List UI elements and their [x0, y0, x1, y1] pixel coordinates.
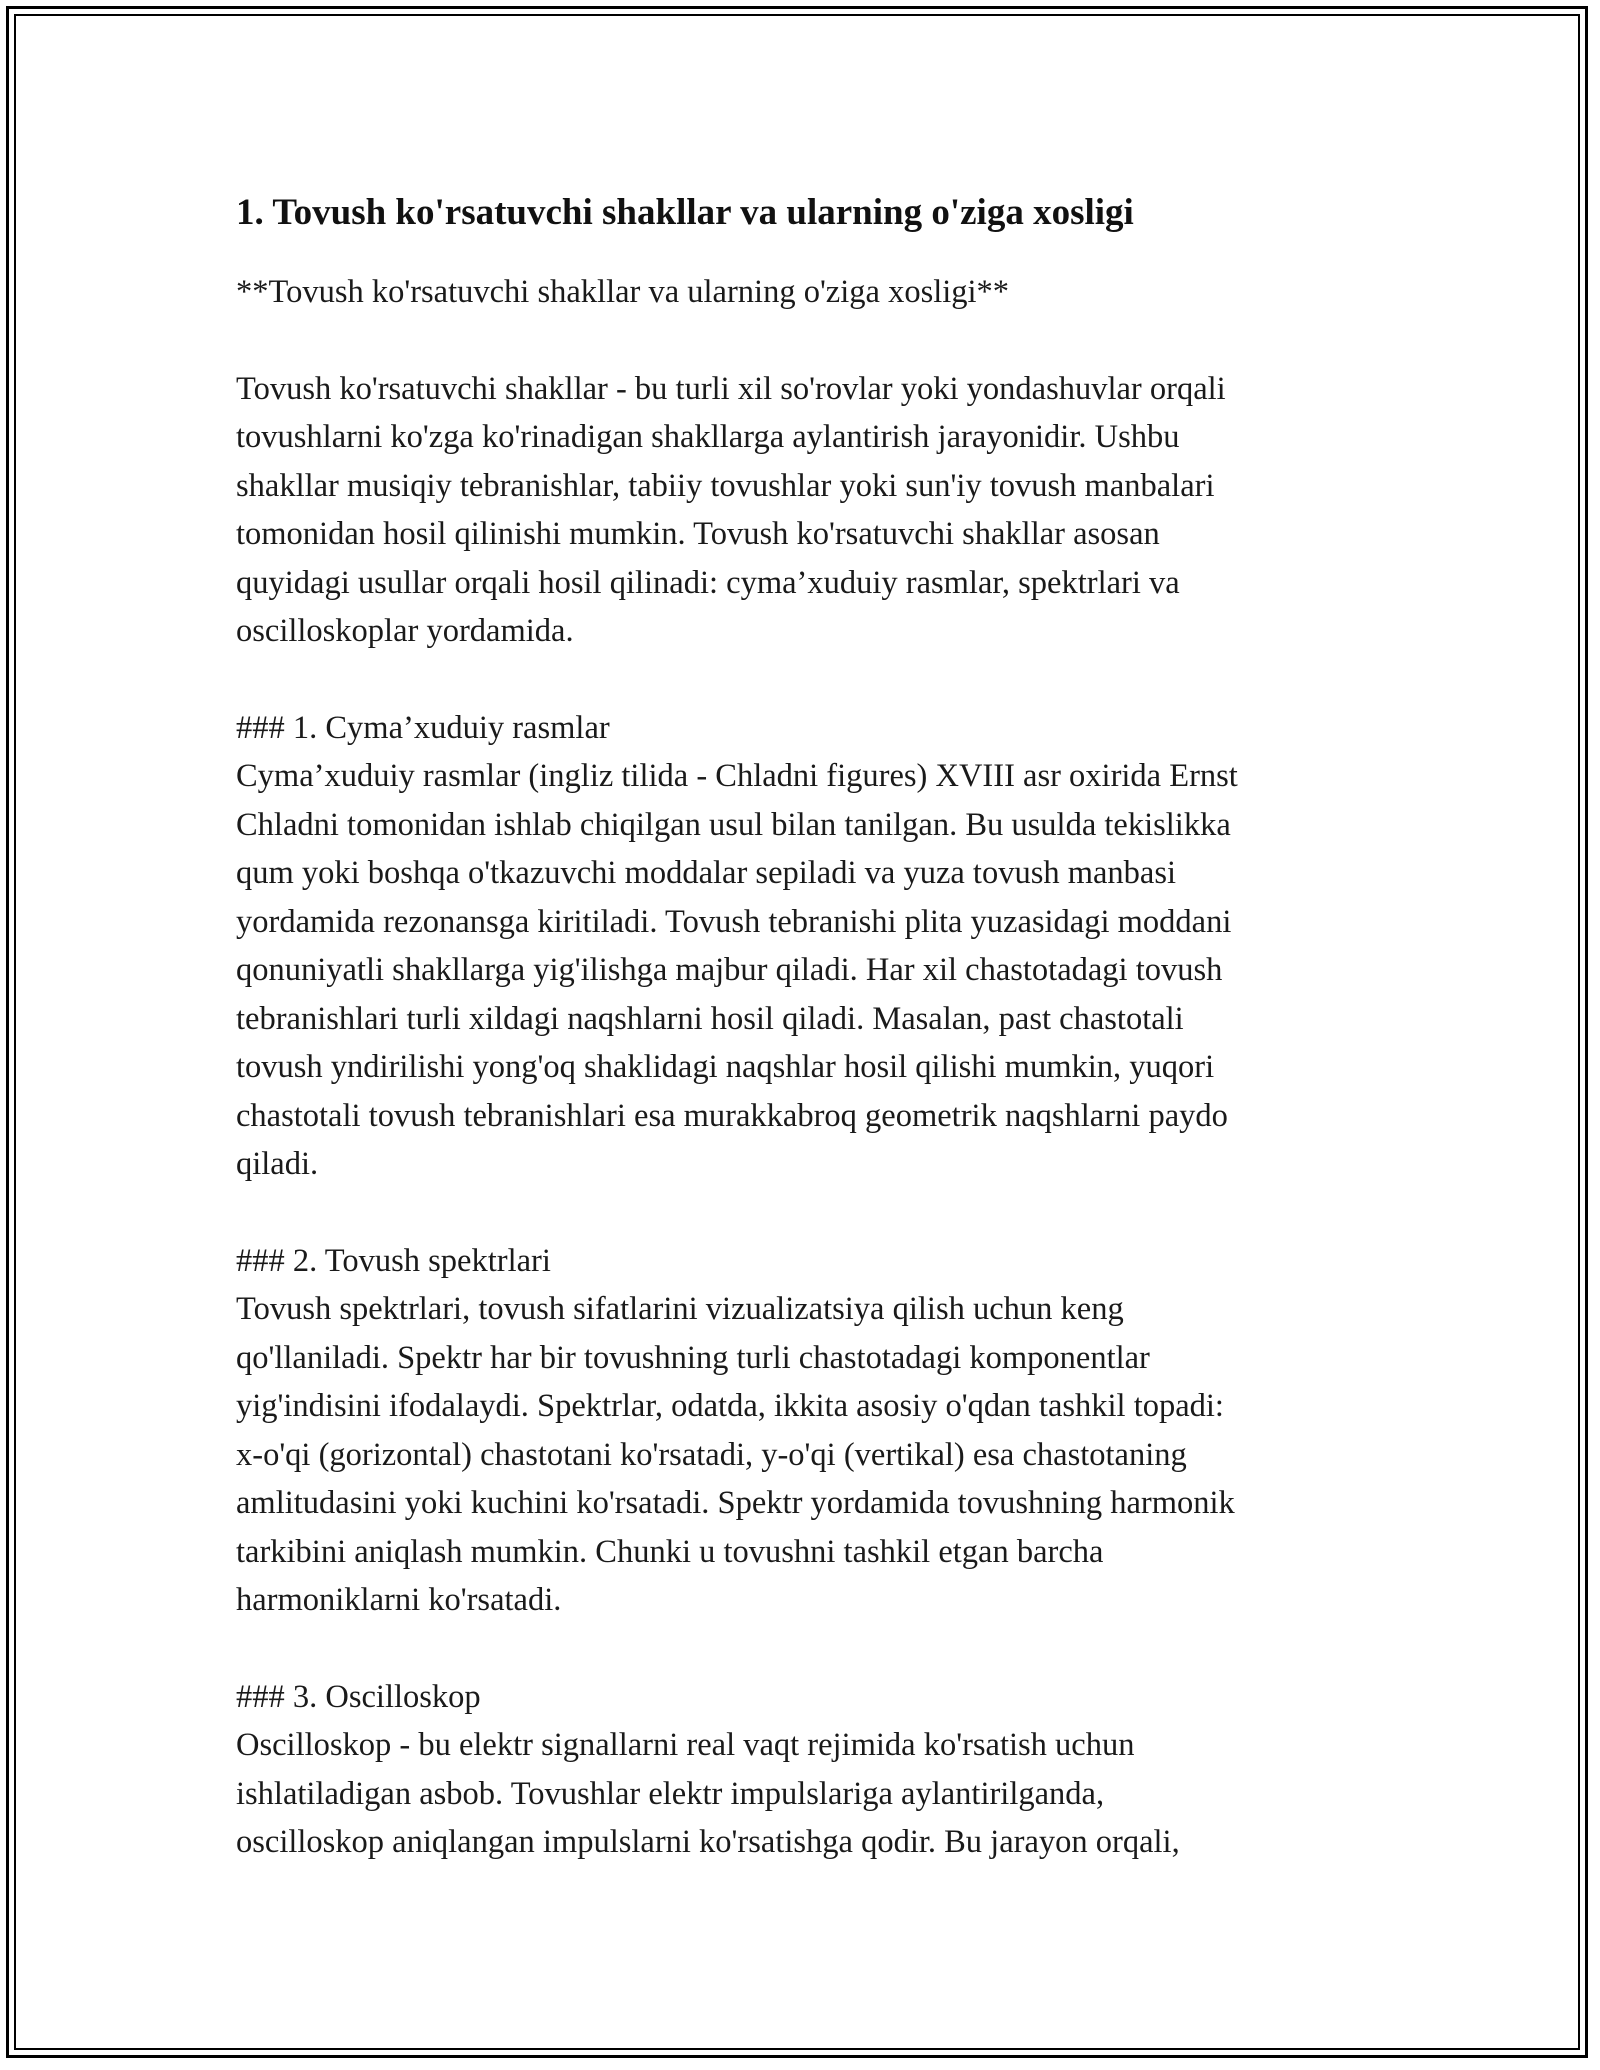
document-subtitle: **Tovush ko'rsatuvchi shakllar va ularning o'ziga xosligi** [236, 274, 1010, 310]
section-1-heading: ### 1. Cyma’xuduiy rasmlar [236, 709, 610, 746]
section-3-heading: ### 3. Oscilloskop [236, 1678, 481, 1715]
paragraph-gap [236, 656, 1386, 704]
document-title: 1. Tovush ko'rsatuvchi shakllar va ularning o'ziga xosligi [236, 192, 1134, 233]
paragraph-gap [236, 1625, 1386, 1673]
document-body [236, 188, 1386, 1867]
section-2-body: Tovush spektrlari, tovush sifatlarini vizualizatsiya qilish uchun keng qo'llaniladi. Spektr har bir tovushning turli chastotadagi komponentlar yig'indisini ifodalaydi. Spektrlar, odatda, ikkita asosiy o'qdan tashkil topadi: x-o'qi (gorizontal) chastotani ko'rsatadi, y-o'qi (vertikal) esa chastotaning amlitudasini yoki kuchini ko'rsatadi. Spektr yordamida tovushning harmonik tarkibini aniqlash mumkin. Chunki u tovushni tashkil etgan barcha harmoniklarni ko'rsatadi. [236, 1291, 1235, 1618]
intro-paragraph: Tovush ko'rsatuvchi shakllar - bu turli xil so'rovlar yoki yondashuvlar orqali tovushlarni ko'zga ko'rinadigan shakllarga aylantirish jarayonidir. Ushbu shakllar musiqiy tebranishlar, tabiiy tovushlar yoki sun'iy tovush manbalari tomonidan hosil qilinishi mumkin. Tovush ko'rsatuvchi shakllar asosan quyidagi usullar orqali hosil qilinadi: cyma’xuduiy rasmlar, spektrlari va oscilloskoplar yordamida. [236, 370, 1226, 649]
paragraph-gap [236, 1189, 1386, 1237]
section-2-heading: ### 2. Tovush spektrlari [236, 1242, 551, 1279]
section-3-body: Oscilloskop - bu elektr signallarni real vaqt rejimida ko'rsatish uchun ishlatiladigan asbob. Tovushlar elektr impulslariga aylantirilganda, oscilloskop aniqlangan impulslarni ko'rsatishga qodir. Bu jarayon orqali, [236, 1727, 1180, 1860]
section-1-body: Cyma’xuduiy rasmlar (ingliz tilida - Chladni figures) XVIII asr oxirida Ernst Chladni tomonidan ishlab chiqilgan usul bilan tanilgan. Bu usulda tekislikka qum yoki boshqa o'tkazuvchi moddalar sepiladi va yuza tovush manbasi yordamida rezonansga kiritiladi. Tovush tebranishi plita yuzasidagi moddani qonuniyatli shakllarga yig'ilishga majbur qiladi. Har xil chastotadagi tovush tebranishlari turli xildagi naqshlarni hosil qiladi. Masalan, past chastotali tovush yndirilishi yong'oq shaklidagi naqshlar hosil qilishi mumkin, yuqori chastotali tovush tebranishlari esa murakkabroq geometrik naqshlarni paydo qiladi. [236, 758, 1238, 1182]
paragraph-gap [236, 317, 1386, 365]
